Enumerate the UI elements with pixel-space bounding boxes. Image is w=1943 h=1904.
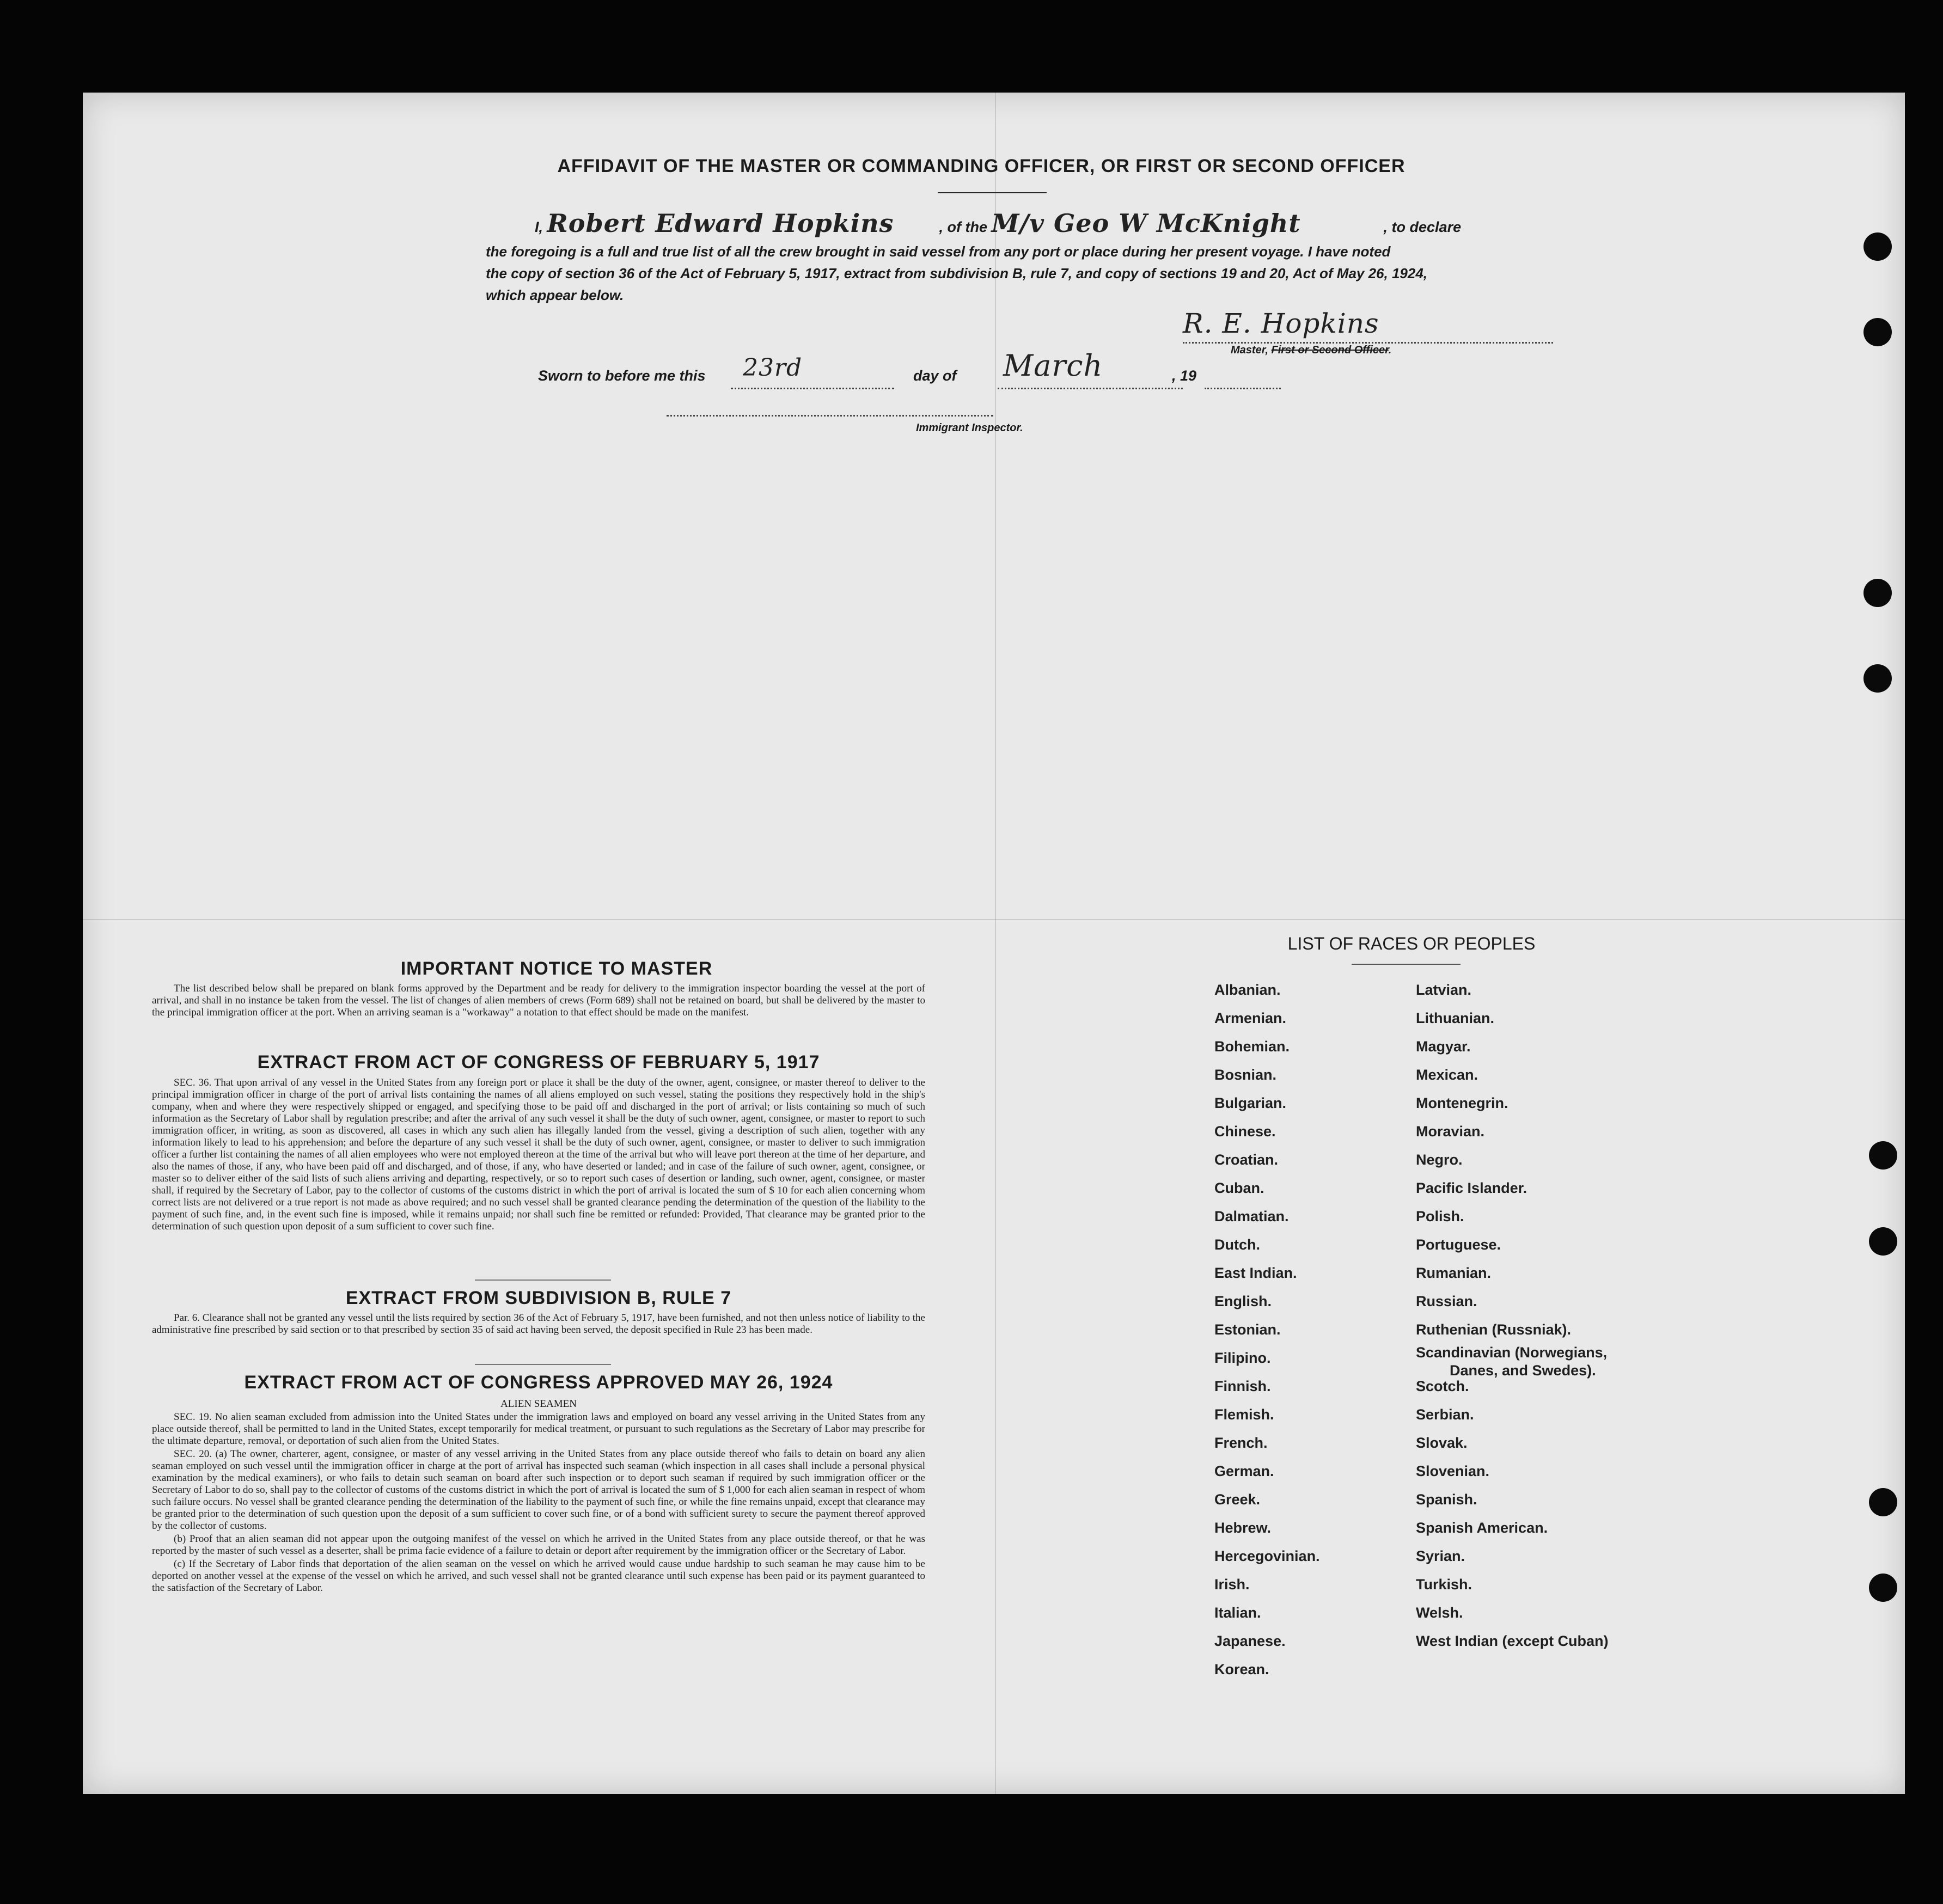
race-item: Dalmatian. [1214, 1208, 1289, 1225]
affidavit-text: , to declare [1383, 219, 1462, 235]
race-item: Estonian. [1214, 1321, 1281, 1338]
fold-line-horizontal [83, 919, 1905, 920]
signature-caption-struck: First or Second Officer [1271, 344, 1389, 356]
punch-hole [1869, 1574, 1897, 1602]
extract-1917-body [152, 1077, 925, 1234]
sworn-day-handwritten: 23rd [743, 354, 803, 382]
notice-title: IMPORTANT NOTICE TO MASTER [400, 958, 713, 979]
document-page [83, 93, 1905, 1794]
race-item: Serbian. [1416, 1406, 1474, 1423]
race-item: Bulgarian. [1214, 1095, 1287, 1111]
sworn-text: day of [913, 368, 957, 384]
race-item: Scandinavian (Norwegians, [1416, 1344, 1608, 1361]
race-item: Polish. [1416, 1208, 1464, 1225]
extract-1924-title: EXTRACT FROM ACT OF CONGRESS APPROVED MAY 26, 1924 [244, 1372, 833, 1393]
race-item: Mexican. [1416, 1067, 1478, 1083]
extract-1917-title: EXTRACT FROM ACT OF CONGRESS OF FEBRUARY 5, 1917 [257, 1052, 820, 1073]
race-item: Italian. [1214, 1605, 1261, 1621]
fold-line-vertical [995, 93, 996, 1794]
race-item: Irish. [1214, 1576, 1250, 1593]
notice-text: The list described below shall be prepared on blank forms approved by the Department and be ready for delivery to the immigration inspector boarding the vessel at the port of arrival, and shall in no instance be taken from the vessel. The list of changes of alien members of crews (Form 689) shall not be retained on board, but shall be delivered by the master to the principal immigration officer at the port. When an arriving seaman is a "workaway" a notation to that effect should be made on the manifest. [152, 983, 925, 1018]
affidavit-text: , of the [939, 219, 988, 235]
race-item: Armenian. [1214, 1010, 1287, 1026]
notice-body [152, 983, 925, 1020]
punch-hole [1869, 1141, 1897, 1170]
inspector-caption: Immigrant Inspector. [916, 422, 1023, 434]
race-item: Hebrew. [1214, 1520, 1272, 1536]
race-item: Magyar. [1416, 1038, 1471, 1055]
punch-hole [1863, 232, 1892, 261]
race-item: Finnish. [1214, 1378, 1271, 1394]
punch-hole [1863, 664, 1892, 693]
races-column-1 [1214, 976, 1410, 1683]
race-item: Dutch. [1214, 1236, 1260, 1253]
race-item: Rumanian. [1416, 1265, 1492, 1281]
affidavit-text: which appear below. [486, 287, 624, 303]
punch-hole [1863, 579, 1892, 607]
title-rule [938, 192, 1047, 193]
race-item: Spanish. [1416, 1491, 1477, 1508]
race-item: Pacific Islander. [1416, 1180, 1527, 1196]
race-item: Greek. [1214, 1491, 1261, 1508]
race-item: Russian. [1416, 1293, 1477, 1309]
punch-hole [1863, 318, 1892, 346]
race-item: Chinese. [1214, 1123, 1276, 1140]
signature-caption [1231, 344, 1557, 357]
race-item: Slovenian. [1416, 1463, 1490, 1479]
punch-hole [1869, 1227, 1897, 1256]
signature-caption-end: . [1388, 344, 1392, 356]
affidavit-text: the copy of section 36 of the Act of February 5, 1917, extract from subdivision B, rule 7, and copy of sections 19 and 20, Act of May 26, 1924, [486, 265, 1428, 281]
race-item: East Indian. [1214, 1265, 1297, 1281]
race-item: Welsh. [1416, 1605, 1463, 1621]
month-line [998, 388, 1183, 389]
race-item: Syrian. [1416, 1548, 1465, 1564]
punch-hole [1869, 1488, 1897, 1516]
race-item: Moravian. [1416, 1123, 1485, 1140]
race-item: French. [1214, 1435, 1268, 1451]
section-20c-text: (c) If the Secretary of Labor finds that deportation of the alien seaman on the vessel on which he arrived would cause undue hardship to such seaman he may cause him to be deported on another vessel at the expense of the vessel on which he arrived, and such vessel shall not be granted clearance until such expense has been paid or its payment guaranteed to the satisfaction of the Secretary of Labor. [152, 1558, 925, 1594]
master-name-handwritten: Robert Edward Hopkins [547, 209, 894, 238]
race-item: Bosnian. [1214, 1067, 1277, 1083]
section-20a-text: SEC. 20. (a) The owner, charterer, agent, consignee, or master of any vessel arriving in the United States from any place outside thereof who fails to detain on board any alien seaman employed on such vessel until the immigration officer in charge at the port of arrival has inspected such seaman (which inspection in all cases shall include a personal physical examination by the medical examiners), or who fails to detain such seaman on board after such inspection or to deport such seaman if required by such immigration officer or the Secretary of Labor to do so, shall pay to the collector of customs of the customs district in which the port of arrival is located the sum of $ 1,000 for each alien seaman in respect of whom such failure occurs. No vessel shall be granted clearance pending the determination of the liability to the payment of such fine, or while the fine remains unpaid, except that clearance may be granted prior to the determination of such question upon the deposit of a sum sufficient to cover such fine, or of a bond with sufficient surety to secure the payment thereof approved by the collector of customs. [152, 1448, 925, 1532]
race-item: English. [1214, 1293, 1272, 1309]
section-19-text: SEC. 19. No alien seaman excluded from admission into the United States under the immigration laws and employed on board any vessel arriving in the United States from any place outside thereof, shall be permitted to land in the United States, except temporarily for medical treatment, or pursuant to such regulations as the Secretary of Labor may prescribe for the ultimate departure, removal, or deportation of such alien from the United States. [152, 1411, 925, 1447]
race-item: Lithuanian. [1416, 1010, 1494, 1026]
race-item: German. [1214, 1463, 1274, 1479]
race-item: Bohemian. [1214, 1038, 1290, 1055]
race-item: West Indian (except Cuban) [1416, 1633, 1609, 1649]
race-item: Cuban. [1214, 1180, 1264, 1196]
inspector-signature-line [667, 415, 993, 417]
race-item: Portuguese. [1416, 1236, 1501, 1253]
race-item: Japanese. [1214, 1633, 1286, 1649]
race-item: Negro. [1416, 1152, 1463, 1168]
year-line [1205, 388, 1281, 389]
master-signature: R. E. Hopkins [1183, 308, 1379, 339]
race-item-multiline [1416, 1344, 1688, 1379]
races-column-2 [1416, 976, 1688, 1655]
rule7-text: Par. 6. Clearance shall not be granted any vessel until the lists required by section 36 of the Act of February 5, 1917, have been furnished, and not then unless notice of liability to the administrative fine prescribed by said section or to that prescribed by section 35 of said act having been served, the deposit specified in Rule 23 has been made. [152, 1312, 925, 1336]
section-divider [475, 1364, 611, 1365]
affidavit-paragraph [535, 209, 1597, 238]
race-item: Ruthenian (Russniak). [1416, 1321, 1572, 1338]
sworn-month-handwritten: March [1003, 348, 1103, 383]
affidavit-text: the foregoing is a full and true list of all the crew brought in said vessel from any port or place during her present voyage. I have noted [486, 243, 1391, 260]
section-divider [475, 1279, 611, 1281]
race-item: Spanish American. [1416, 1520, 1548, 1536]
day-line [731, 388, 894, 389]
alien-seamen-subtitle: ALIEN SEAMEN [500, 1398, 577, 1410]
affidavit-text: I, [535, 219, 543, 235]
race-item: Slovak. [1416, 1435, 1468, 1451]
race-item-continuation: Danes, and Swedes). [1450, 1362, 1596, 1379]
signature-caption-master: Master, [1231, 344, 1268, 356]
race-item: Turkish. [1416, 1576, 1472, 1593]
race-item: Scotch. [1416, 1378, 1469, 1394]
races-title: LIST OF RACES OR PEOPLES [1287, 934, 1536, 953]
extract-rule7-title: EXTRACT FROM SUBDIVISION B, RULE 7 [345, 1288, 732, 1308]
races-title-rule [1352, 964, 1461, 965]
race-item: Latvian. [1416, 982, 1472, 998]
race-item: Croatian. [1214, 1152, 1279, 1168]
sworn-text: Sworn to before me this [538, 368, 706, 384]
race-item: Flemish. [1214, 1406, 1274, 1423]
affidavit-title: AFFIDAVIT OF THE MASTER OR COMMANDING OFFICER, OR FIRST OR SECOND OFFICER [557, 156, 1406, 176]
signature-line [1183, 342, 1553, 344]
race-item: Albanian. [1214, 982, 1281, 998]
race-item: Filipino. [1214, 1350, 1271, 1366]
extract-1924-body [152, 1411, 925, 1595]
race-item: Hercegovinian. [1214, 1548, 1320, 1564]
sworn-text: , 19 [1172, 368, 1197, 384]
race-item: Korean. [1214, 1661, 1269, 1678]
extract-rule7-body [152, 1312, 925, 1337]
section-20b-text: (b) Proof that an alien seaman did not appear upon the outgoing manifest of the vessel on which he arrived in the United States from any place outside thereof, or that he was reported by the master of such vessel as a deserter, shall be prima facie evidence of a failure to detain or deport after requirement by the immigration officer or the Secretary of Labor. [152, 1533, 925, 1557]
vessel-name-handwritten: M/v Geo W McKnight [991, 209, 1301, 238]
race-item: Montenegrin. [1416, 1095, 1508, 1111]
section-36-text: SEC. 36. That upon arrival of any vessel in the United States from any foreign port or place it shall be the duty of the owner, agent, consignee, or master thereof to deliver to the principal immigration officer in charge of the port of arrival lists containing the names of all aliens employed on such vessel, stating the positions they respectively hold in the ship's company, when and where they were respectively shipped or engaged, and specifying those to be paid off and discharged in the port of arrival; or lists containing so much of such information as the Secretary of Labor shall by regulation prescribe; and after the arrival of any such vessel it shall be the duty of such owner, agent, consignee, or master to report to such immigration officer, in writing, as soon as discovered, all cases in which any such alien has illegally landed from the vessel, giving a description of such alien, together with any information likely to lead to his apprehension; and before the departure of any such vessel it shall be the duty of such owner, agent, consignee, or master to deliver to such immigration officer a further list containing the names of all alien employees who were not employed thereon at the time of the arrival but who will leave port thereon at the time of her departure, and also the names of those, if any, who have been paid off and discharged, and of those, if any, who have deserted or landed; and in case of the failure of such owner, agent, consignee, or master so to deliver either of the said lists of such aliens arriving and departing, respectively, or so to report such cases of desertion or landing, such owner, agent, consignee, or master shall, if required by the Secretary of Labor, pay to the collector of customs of the customs district in which the port of arrival is located the sum of $ 10 for each alien concerning whom correct lists are not delivered or a true report is not made as above required; and no such vessel shall be granted clearance pending the determination of the question of the liability to the payment of such fine, and, in the event such fine is imposed, while it remains unpaid; nor shall such fine be remitted or refunded: Provided, That clearance may be granted prior to the determination of such question upon deposit of a sum sufficient to cover such fine. [152, 1077, 925, 1232]
